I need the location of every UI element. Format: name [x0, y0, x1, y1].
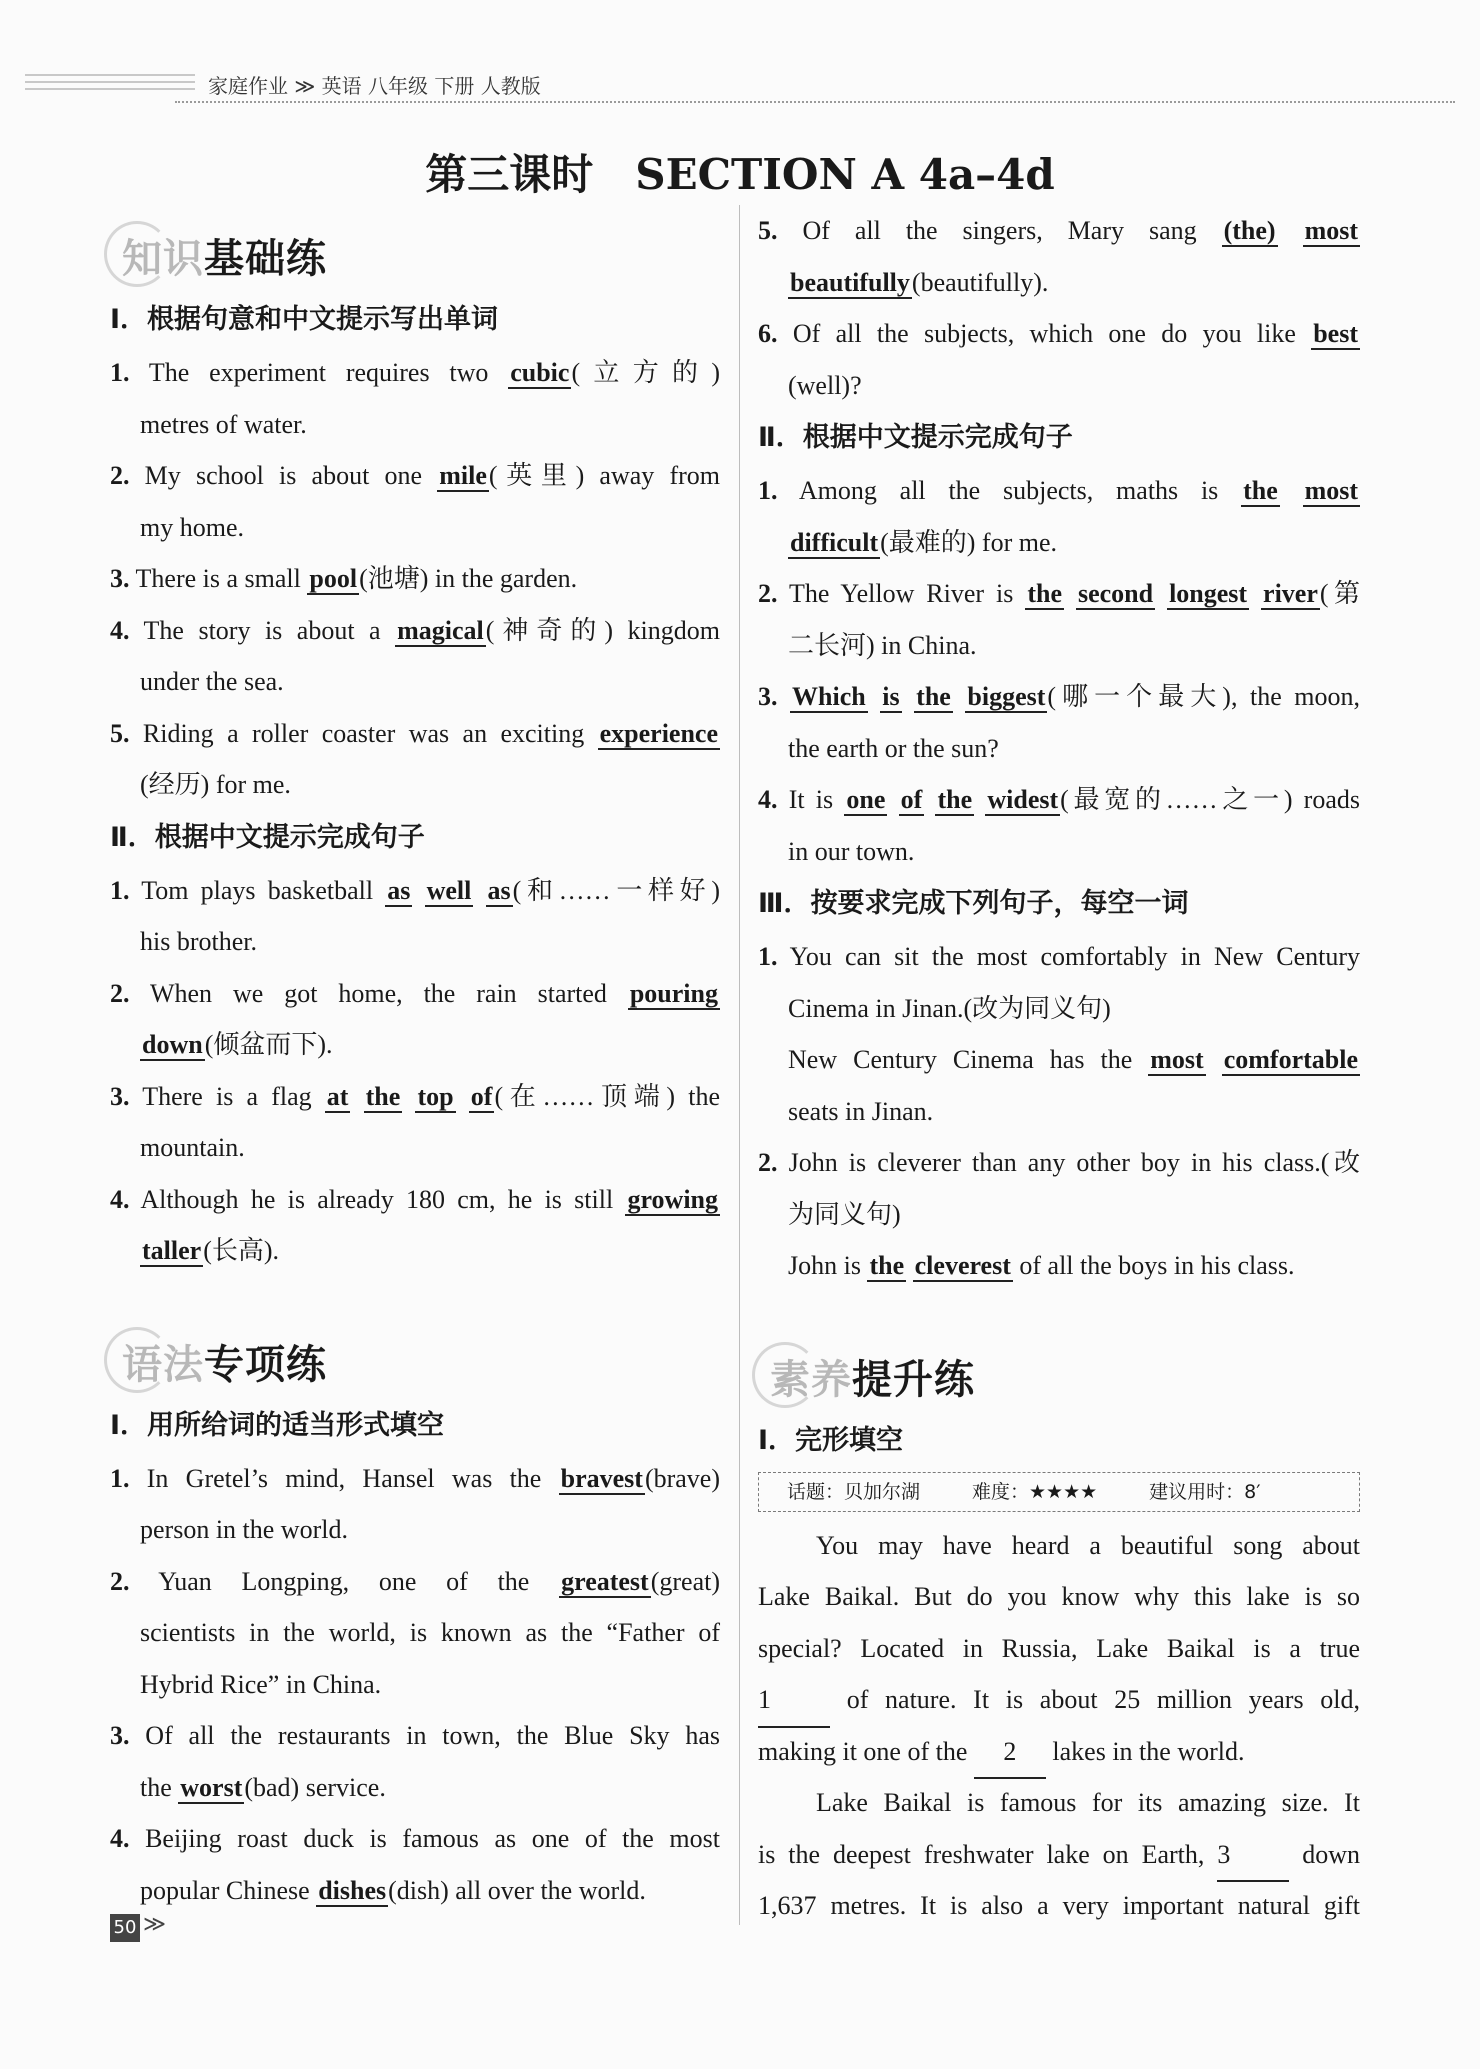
- exercise-line: 3. Of all the restaurants in town, the Blue Sky has: [110, 1721, 720, 1750]
- exercise-line: 2. The Yellow River is the second longest river(第: [758, 579, 1361, 608]
- exercise-line: beautifully(beautifully).: [790, 267, 1049, 297]
- exercise-line: 5. Of all the singers, Mary sang (the) most: [758, 216, 1358, 245]
- exercise-line: (经历) for me.: [140, 770, 291, 799]
- exercise-line: 1. In Gretel’s mind, Hansel was the bravest(brave): [110, 1463, 720, 1493]
- exercise-line: taller(长高).: [142, 1236, 280, 1265]
- blank-2: 2: [974, 1726, 1046, 1780]
- left-column: [110, 205, 720, 1916]
- exercise-line: 4. It is one of the widest(最宽的……之一) roads: [758, 785, 1361, 814]
- exercise-line: scientists in the world, is known as the “Father of: [140, 1618, 720, 1647]
- passage-line: is the deepest freshwater lake on Earth, 3 down: [758, 1829, 1360, 1881]
- exercise-line: under the sea.: [140, 667, 284, 696]
- passage-line: Lake Baikal. But do you know why this lake is so: [758, 1582, 1360, 1611]
- exercise-line: in our town.: [788, 836, 915, 866]
- exercise-line: seats in Jinan.: [788, 1096, 934, 1126]
- exercise-line: person in the world.: [140, 1515, 348, 1544]
- exercise-line: 2. Yuan Longping, one of the greatest(great): [110, 1566, 720, 1596]
- header-rule: [175, 101, 1455, 103]
- exercise-line: 3. There is a flag at the top of(在……顶端) the: [110, 1081, 721, 1111]
- passage-line: You may have heard a beautiful song about: [816, 1530, 1360, 1560]
- exercise-line: 3. There is a small pool(池塘) in the garden.: [110, 564, 578, 593]
- passage-line: 1 of nature. It is about 25 million years old,: [758, 1674, 1360, 1726]
- exercise-line: 6. Of all the subjects, which one do you like best: [758, 319, 1358, 348]
- exercise-line: Hybrid Rice” in China.: [140, 1669, 382, 1699]
- exercise-line: Cinema in Jinan.(改为同义句): [788, 993, 1111, 1023]
- exercise-line: New Century Cinema has the most comfortable: [788, 1045, 1359, 1074]
- topic-label: 话题：贝加尔湖: [787, 1480, 921, 1503]
- exercise-info-box: [758, 1472, 1360, 1512]
- exercise-line: 4. The story is about a magical(神奇的) kingdom: [110, 615, 720, 645]
- header-decoration: [25, 74, 195, 100]
- part-title: Ⅰ．根据句意和中文提示写出单词: [110, 304, 499, 335]
- exercise-line: his brother.: [140, 927, 257, 956]
- part-title: Ⅲ．按要求完成下列句子，每空一词: [758, 888, 1189, 919]
- part-title: Ⅱ．根据中文提示完成句子: [758, 422, 1073, 453]
- blank-1: 1: [758, 1674, 830, 1728]
- exercise-line: 2. My school is about one mile(英里) away from: [110, 461, 720, 490]
- blank-3: 3: [1217, 1829, 1289, 1883]
- exercise-line: 二长河) in China.: [788, 630, 977, 660]
- passage-line: special? Located in Russia, Lake Baikal is a true: [758, 1633, 1360, 1663]
- exercise-line: (well)?: [788, 370, 862, 400]
- part-title: Ⅱ．根据中文提示完成句子: [110, 821, 425, 853]
- exercise-line: mountain.: [140, 1133, 245, 1162]
- difficulty-label: 难度：★★★★: [972, 1480, 1098, 1503]
- double-arrow-icon: ≫: [143, 1912, 167, 1937]
- section-heading-grammar: 语法专项练: [104, 1321, 720, 1393]
- exercise-line: 2. When we got home, the rain started pouring: [110, 978, 718, 1008]
- exercise-line: 1. The experiment requires two cubic(立方的): [110, 358, 720, 387]
- exercise-line: my home.: [140, 512, 244, 542]
- part-title: Ⅰ．完形填空: [758, 1424, 904, 1456]
- page-title: 第三课时 SECTION A 4a–4d: [425, 150, 1055, 199]
- exercise-line: 4. Although he is already 180 cm, he is still growing: [110, 1184, 718, 1214]
- exercise-line: down(倾盆而下).: [142, 1030, 333, 1059]
- exercise-line: popular Chinese dishes(dish) all over the world.: [140, 1875, 646, 1905]
- exercise-line: metres of water.: [140, 409, 307, 439]
- exercise-line: 1. Tom plays basketball as well as(和……一样好): [110, 875, 720, 905]
- passage-line: Lake Baikal is famous for its amazing size. It: [816, 1788, 1360, 1817]
- exercise-line: 1. Among all the subjects, maths is the most: [758, 476, 1358, 505]
- column-divider: [739, 205, 740, 1925]
- exercise-line: 4. Beijing roast duck is famous as one of the most: [110, 1824, 720, 1853]
- section-heading-knowledge: 知识基础练: [104, 215, 720, 287]
- section-heading-literacy: 素养提升练: [752, 1336, 1360, 1408]
- right-column: [758, 205, 1360, 1932]
- exercise-line: 3. Which is the biggest(哪一个最大), the moon,: [758, 682, 1361, 711]
- suggested-time-label: 建议用时：8′: [1149, 1480, 1261, 1503]
- exercise-line: the worst(bad) service.: [140, 1772, 386, 1802]
- exercise-line: the earth or the sun?: [788, 733, 999, 763]
- exercise-line: John is the cleverest of all the boys in his class.: [788, 1251, 1295, 1280]
- page-number: 50: [110, 1914, 140, 1942]
- part-title: Ⅰ．用所给词的适当形式填空: [110, 1409, 445, 1441]
- passage-line: making it one of the 2 lakes in the world.: [758, 1726, 1360, 1778]
- exercise-line: 为同义句): [788, 1199, 901, 1229]
- exercise-line: 1. You can sit the most comfortably in New Century: [758, 942, 1360, 971]
- exercise-line: 2. John is cleverer than any other boy in his class.(改: [758, 1148, 1360, 1177]
- running-header: 家庭作业 ≫ 英语 八年级 下册 人教版: [208, 74, 541, 98]
- exercise-line: difficult(最难的) for me.: [790, 527, 1058, 557]
- exercise-line: 5. Riding a roller coaster was an exciting experience: [110, 718, 718, 748]
- passage-line: 1,637 metres. It is also a very important natural gift: [758, 1891, 1360, 1920]
